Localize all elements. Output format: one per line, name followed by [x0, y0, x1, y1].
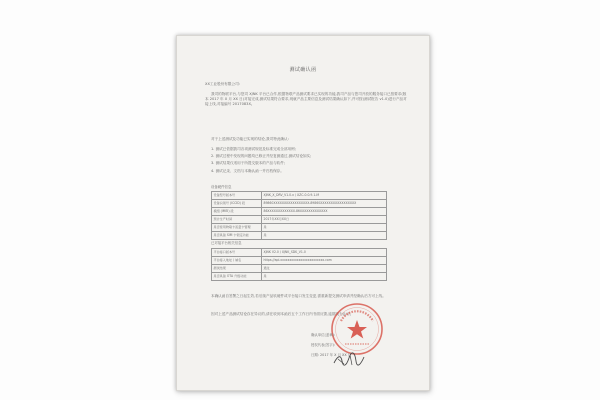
table-row: [212, 200, 387, 208]
sign-rep-line: 授权代表(签字):: [311, 343, 336, 347]
confirm-item: 2. 测试过程中发现的问题均已修正并经复测通过,测试结论如实;: [211, 154, 312, 159]
table-row: [212, 273, 387, 281]
table-row: [212, 208, 387, 216]
table-value: 2017年XX月XX日: [262, 216, 387, 224]
table-row: [212, 257, 387, 265]
table-value: https://api.xxxxxxxxxxxxxxxxxxxxxxxx.com: [262, 257, 387, 265]
document-sheet: [176, 35, 430, 391]
table-value: 是: [262, 273, 387, 281]
table-row: [212, 232, 387, 240]
salutation: XX工业股份有限公司:: [205, 82, 240, 86]
table-key: 是否具备 SIM 卡锁定功能: [212, 232, 262, 240]
confirm-list: [211, 147, 407, 176]
confirm-item: 4. 测试记录、文档与本确认函一并归档保存。: [211, 168, 284, 173]
confirm-item: 1. 测试已依据我司各项测试规范及标准完成全部用例;: [211, 147, 296, 151]
table-row: [212, 265, 387, 273]
table-row: [212, 192, 387, 200]
table-key: 测试结果: [212, 265, 262, 273]
table-key: 预计生产时间: [212, 216, 262, 224]
handwritten-signature: [332, 349, 366, 369]
note-paragraph: 因对上述产品测试结论存在异议的,请在收到本函后五个工作日内书面反馈,逾期视为认可。: [211, 312, 354, 316]
table-key: 模组 (IMEI) 段: [212, 208, 262, 216]
confirm-item: 3. 测试结果仅适用于所提交版本的产品与软件;: [211, 161, 286, 166]
document-title: 测试确认函: [289, 67, 317, 73]
paragraph-2: 对于上述测试及功能已实现的结论,我司特此确认:: [211, 137, 289, 141]
table-value: 是: [262, 224, 387, 232]
sign-company-line: 确认单位(盖章):: [311, 333, 336, 337]
notice-paragraph: 本确认函自签署之日起生效,若后续产品软硬件或平台接口发生变更,需重新提交测试申请并经确认后方可上线。: [211, 294, 386, 298]
section-1-label: 设备硬件信息: [211, 185, 232, 189]
device-info-table: [211, 191, 387, 240]
table-row: [212, 224, 387, 232]
table-row: [212, 216, 387, 224]
table-value: 通过: [262, 265, 387, 273]
table-key: 是否具备 OTA 升级功能: [212, 273, 262, 281]
table-key: 设备型号版本号: [212, 192, 262, 200]
table-key: 平台接入地址 / 域名: [212, 257, 262, 265]
platform-info-table: [211, 248, 387, 281]
table-key: 设备识别号 (ICCID) 段: [212, 200, 262, 208]
table-row: [212, 249, 387, 257]
table-value: 89860XXXXXXXXXXXXXXXXX-89860XXXXXXXXXXXXXXXXX: [262, 200, 387, 208]
table-value: 86XXXXXXXXXXXXX-86XXXXXXXXXXXXX: [262, 208, 387, 216]
section-2-label: 已对接平台相关信息: [211, 241, 242, 245]
paragraph-1: 我司的物联平台,与您司 XJNK 平台已合作,根据物联产品测试要求已实现的功能,我司产品与您司开放的服务接口已按要求(版本 2017 年 X 月 XX 日)对接完成,测试结果符合要求,现就产品主要信息及测试结果确认如下,并可按(测试报告 v1.0)进行产品对接上线,对接编号 2017083X。: [205, 92, 407, 106]
table-key: 平台接口版本号: [212, 249, 262, 257]
table-value: XJNK_X_DRV_V1.0.x / XZC-0.0.9.1-M: [262, 192, 387, 200]
table-key: 是否使用物联卡流量卡管理: [212, 224, 262, 232]
table-value: XJNK V2.0 / XJNK_SDK_V1.0: [262, 249, 387, 257]
sign-date-line: 日期: 2017 年 X 月 XX 日: [311, 353, 352, 357]
table-value: 是: [262, 232, 387, 240]
